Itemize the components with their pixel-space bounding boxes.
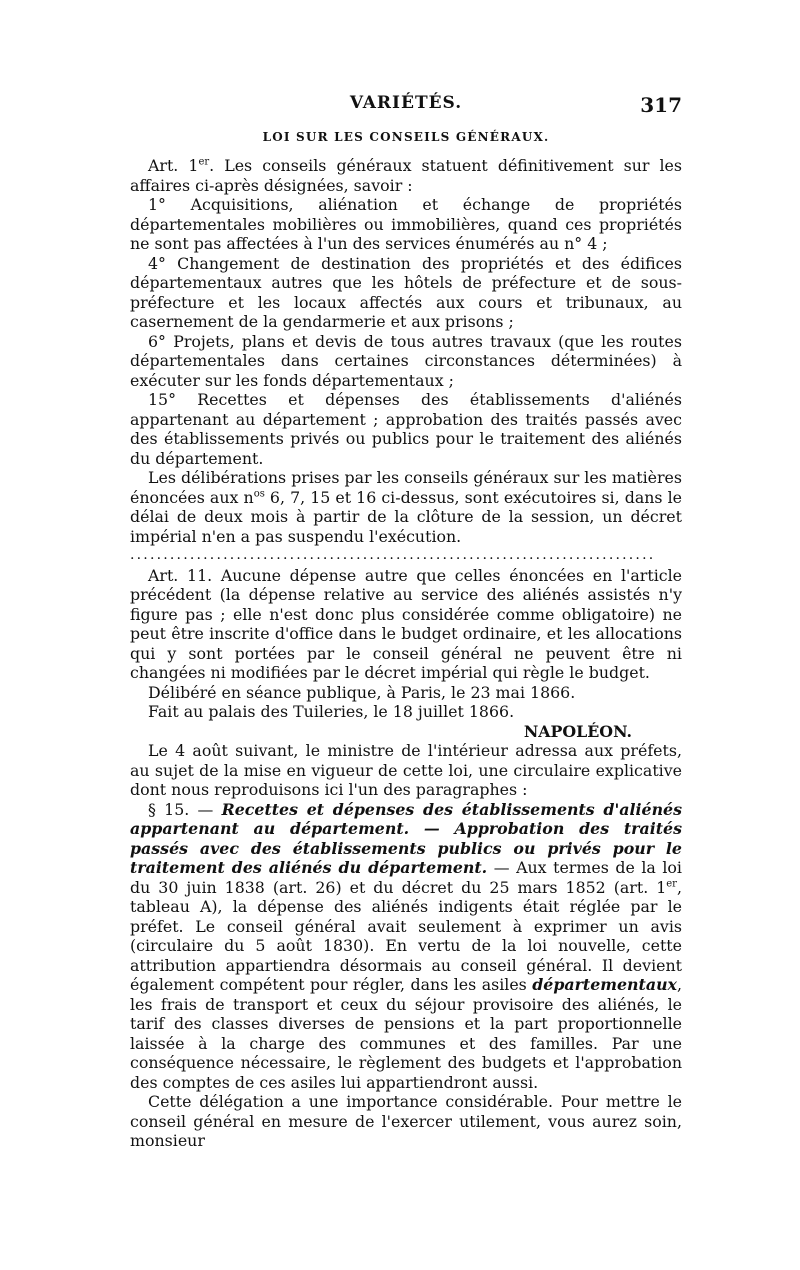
running-title: VARIÉTÉS.	[349, 93, 463, 113]
closing-paragraph: Cette délégation a une importance considérable. Pour mettre le conseil général en mesure de l'exercer utilement, vous aurez soin, monsieur	[130, 1092, 682, 1150]
ellipsis-divider: ...............................................................................	[130, 547, 656, 563]
section15-text-b: , tableau A), la dépense des aliénés indigents était réglée par le préfet. Le conseil général avait seulement à exprimer un avis (circulaire du 5 août 1830). En vertu de la loi nouvelle, cette attribution appartiendra désormais au conseil général. Il devient également compétent pour régler, dans les asiles	[130, 877, 682, 994]
art1-head-sup: er	[198, 156, 210, 168]
deliberated-line: Délibéré en séance publique, à Paris, le 23 mai 1866.	[148, 682, 576, 702]
art1-head-b: . Les conseils généraux statuent définitivement sur les affaires ci-après désignées, savoir :	[130, 156, 683, 195]
section15-text-italic: départementaux	[532, 975, 677, 994]
circular-intro: Le 4 août suivant, le ministre de l'intérieur adressa aux préfets, au sujet de la mise en vigueur de cette loi, une circulaire explicative dont nous reproduisons ici l'un des paragraphes :	[130, 741, 682, 799]
section15-text-c: , les frais de transport et ceux du séjour provisoire des aliénés, le tarif des classes diverses de pensions et la part proportionnelle laissée à la charge des communes et des familles. Par une conséquence nécessaire, le règlement des budgets et l'approbation des comptes de ces asiles lui appartiendront aussi.	[130, 975, 682, 1092]
section-15	[130, 800, 682, 1093]
art1-item-4: 4° Changement de destination des propriétés et des édifices départementaux autres que les hôtels de préfecture et de sous-préfecture et les locaux affectés aux cours et tribunaux, au casernement de la gendarmerie et aux prisons ;	[130, 253, 682, 331]
delib-a: Les délibérations prises par les conseils généraux sur les matières énoncées aux n	[130, 468, 682, 507]
art1-deliberations	[130, 468, 682, 546]
body-text	[130, 156, 682, 1151]
section15-title: Recettes et dépenses des établissements d'aliénés appartenant au département. — Approbation des traités passés avec des établissements publics ou privés pour le traitement des aliénés du département.	[130, 799, 682, 877]
art1-item-6: 6° Projets, plans et devis de tous autres travaux (que les routes départementales dans certaines circonstances déterminées) à exécuter sur les fonds départementaux ;	[130, 331, 682, 390]
section15-number: § 15. —	[148, 799, 222, 819]
art1-head-a: Art. 1	[148, 156, 199, 175]
law-title: LOI SUR LES CONSEILS GÉNÉRAUX.	[262, 130, 550, 144]
section15-text-a: — Aux termes de la loi du 30 juin 1838 (art. 26) et du décret du 25 mars 1852 (art. 1	[130, 858, 682, 897]
section15-text-sup: er	[666, 878, 677, 890]
art1-heading	[130, 156, 682, 195]
delib-sup: os	[253, 488, 265, 500]
page-header	[130, 93, 682, 119]
delib-b: 6, 7, 15 et 16 ci-dessus, sont exécutoires si, dans le délai de deux mois à partir de la clôture de la session, un décret impérial n'en a pas suspendu l'exécution.	[130, 487, 682, 546]
art1-item-15: 15° Recettes et dépenses des établissements d'aliénés appartenant au département ; approbation des traités passés avec des établissements privés ou publics pour le traitement des aliénés du département.	[130, 390, 682, 468]
art1-item-1: 1° Acquisitions, aliénation et échange de propriétés départementales mobilières ou immobilières, quand ces propriétés ne sont pas affectées à l'un des services énumérés au n° 4 ;	[130, 195, 682, 253]
made-at-line: Fait au palais des Tuileries, le 18 juillet 1866.	[148, 702, 515, 721]
page-number: 317	[640, 93, 682, 117]
art11-paragraph: Art. 11. Aucune dépense autre que celles énoncées en l'article précédent (la dépense relative au service des aliénés assistés n'y figure pas ; elle n'est donc plus considérée comme obligatoire) ne peut être inscrite d'office dans le budget ordinaire, et les allocations qui y sont portées par le conseil général ne peuvent être ni changées ni modifiées par le décret impérial qui règle le budget.	[130, 565, 682, 682]
signature: NAPOLÉON.	[523, 721, 632, 741]
